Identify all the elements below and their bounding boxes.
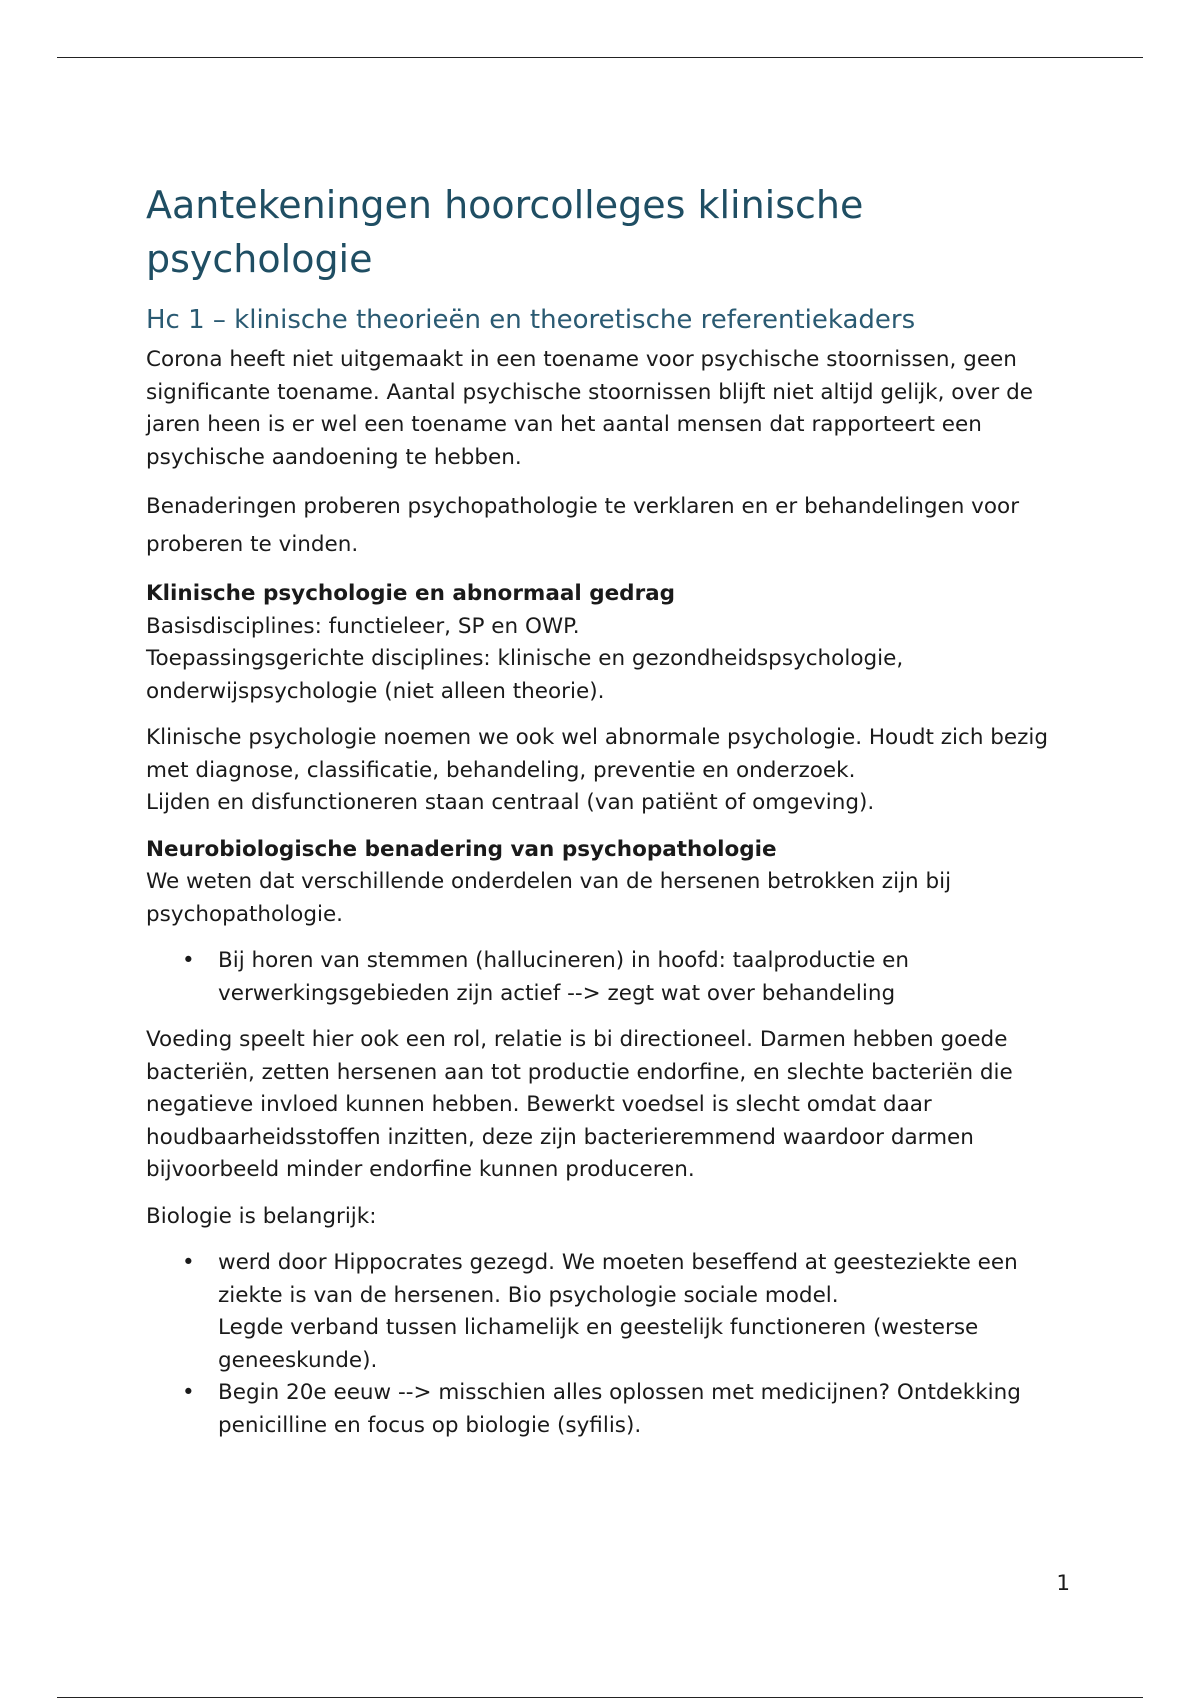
bullet-icon: • xyxy=(182,1380,195,1405)
list-item xyxy=(182,1247,1066,1377)
bullet-icon: • xyxy=(182,1250,195,1275)
nutrition-paragraph: Voeding speelt hier ook een rol, relatie is bi directioneel. Darmen hebben goede bacteriën, zetten hersenen aan tot productie endorfine, en slechte bacteriën die negatieve invloed kunnen hebben. Bewerkt voedsel is slecht omdat daar houdbaarheidsstoffen inzitten, deze zijn bacterieremmend waardoor darmen bijvoorbeeld minder endorfine kunnen produceren. xyxy=(146,1027,1013,1182)
page-number: 1 xyxy=(1056,1571,1070,1596)
clinical-definition-paragraph: Klinische psychologie noemen we ook wel abnormale psychologie. Houdt zich bezig met diagnose, classificatie, behandeling, preventie en onderzoek. xyxy=(146,725,1049,783)
top-rule xyxy=(57,57,1143,58)
suffering-line: Lijden en disfunctioneren staan centraal (van patiënt of omgeving). xyxy=(146,790,875,815)
applied-disciplines-line: Toepassingsgerichte disciplines: klinische en gezondheidspsychologie, onderwijspsychologie (niet alleen theorie). xyxy=(146,646,904,704)
intro-paragraph: Corona heeft niet uitgemaakt in een toename voor psychische stoornissen, geen significante toename. Aantal psychische stoornissen blijft niet altijd gelijk, over de jaren heen is er wel een toename van het aantal mensen dat rapporteert een psychische aandoening te hebben. xyxy=(146,347,1033,470)
list-item-continuation: Legde verband tussen lichamelijk en geestelijk functioneren (westerse geneeskunde). xyxy=(218,1315,979,1373)
list-item-text: Begin 20e eeuw --> misschien alles oplossen met medicijnen? Ontdekking penicilline en focus op biologie (syfilis). xyxy=(218,1380,1021,1438)
lecture-heading: Hc 1 – klinische theorieën en theoretische referentiekaders xyxy=(146,305,916,335)
list-item xyxy=(182,1377,1066,1442)
section-heading-clinical: Klinische psychologie en abnormaal gedrag xyxy=(146,581,676,606)
section-clinical xyxy=(146,578,1066,820)
neuro-intro-paragraph: We weten dat verschillende onderdelen van de hersenen betrokken zijn bij psychopathologie. xyxy=(146,869,952,927)
list-item-text: Bij horen van stemmen (hallucineren) in hoofd: taalproductie en verwerkingsgebieden zijn actief --> zegt wat over behandeling xyxy=(218,948,910,1006)
neuro-bullet-list xyxy=(146,945,1066,1010)
section-neuro xyxy=(146,834,1066,1443)
approaches-paragraph: Benaderingen proberen psychopathologie te verklaren en er behandelingen voor proberen te vinden. xyxy=(146,494,1020,557)
list-item-text: werd door Hippocrates gezegd. We moeten beseffend at geesteziekte een ziekte is van de hersenen. Bio psychologie sociale model. xyxy=(218,1250,1018,1308)
bullet-icon: • xyxy=(182,948,195,973)
document-title: Aantekeningen hoorcolleges klinische psychologie xyxy=(146,183,864,281)
biology-bullet-list xyxy=(146,1247,1066,1442)
document-page xyxy=(146,178,1066,1456)
list-item xyxy=(182,945,1066,1010)
bottom-rule xyxy=(57,1697,1143,1698)
section-heading-neuro: Neurobiologische benadering van psychopathologie xyxy=(146,836,777,862)
basic-disciplines-line: Basisdisciplines: functieleer, SP en OWP. xyxy=(146,613,580,639)
biology-intro: Biologie is belangrijk: xyxy=(146,1203,377,1229)
